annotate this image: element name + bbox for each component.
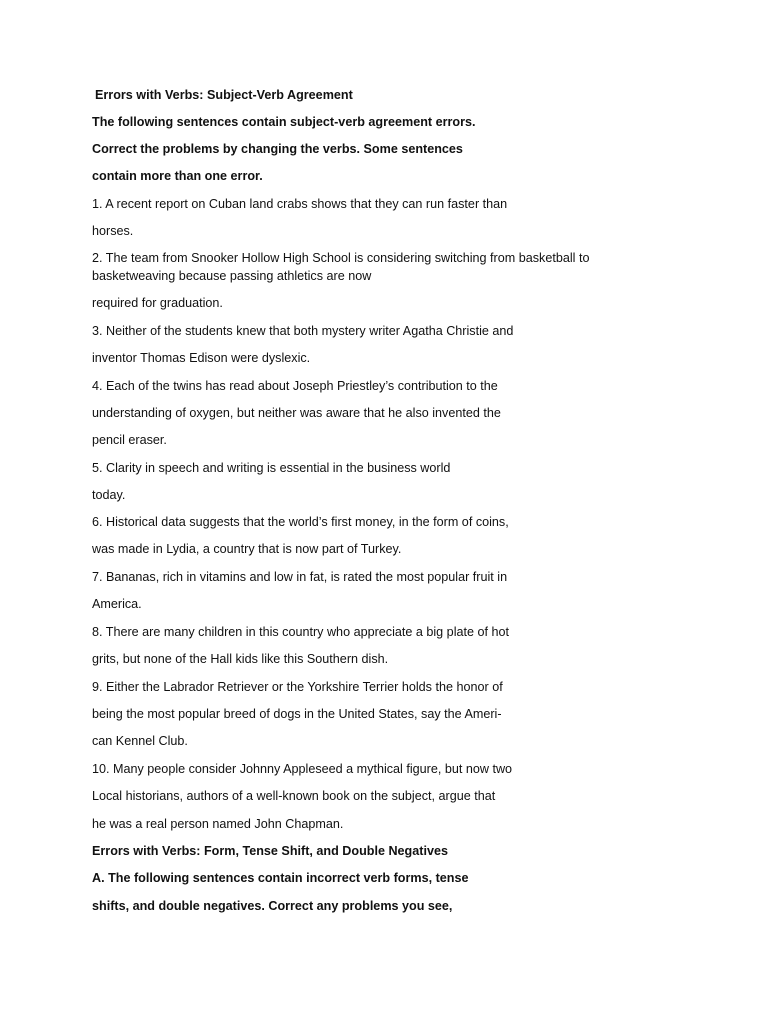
exercise-line: can Kennel Club. xyxy=(92,734,188,748)
exercise-line: horses. xyxy=(92,224,134,238)
exercise-line: was made in Lydia, a country that is now part of Turkey. xyxy=(92,542,402,556)
exercise-line: 7. Bananas, rich in vitamins and low in fat, is rated the most popular fruit in xyxy=(92,570,508,584)
exercise-line: 4. Each of the twins has read about Joseph Priestley’s contribution to the xyxy=(92,379,498,393)
document-title: Errors with Verbs: Subject-Verb Agreement xyxy=(95,88,353,102)
exercise-line: grits, but none of the Hall kids like this Southern dish. xyxy=(92,652,389,666)
instruction-line: shifts, and double negatives. Correct any problems you see, xyxy=(92,899,453,913)
exercise-line: being the most popular breed of dogs in the United States, say the Ameri- xyxy=(92,707,502,721)
exercise-line: understanding of oxygen, but neither was aware that he also invented the xyxy=(92,406,501,420)
instruction-line: A. The following sentences contain incorrect verb forms, tense xyxy=(92,871,469,885)
exercise-line: 6. Historical data suggests that the world’s first money, in the form of coins, xyxy=(92,515,509,529)
exercise-line: basketweaving because passing athletics are now xyxy=(92,269,372,283)
exercise-line: he was a real person named John Chapman. xyxy=(92,817,344,831)
exercise-line: 9. Either the Labrador Retriever or the Yorkshire Terrier holds the honor of xyxy=(92,680,503,694)
exercise-line: 3. Neither of the students knew that both mystery writer Agatha Christie and xyxy=(92,324,514,338)
instruction-line: contain more than one error. xyxy=(92,169,263,183)
exercise-line: required for graduation. xyxy=(92,296,223,310)
instruction-line: Correct the problems by changing the verbs. Some sentences xyxy=(92,142,463,156)
instruction-line: The following sentences contain subject-verb agreement errors. xyxy=(92,115,476,129)
exercise-line: today. xyxy=(92,488,126,502)
exercise-line: 5. Clarity in speech and writing is essential in the business world xyxy=(92,461,451,475)
exercise-line: pencil eraser. xyxy=(92,433,167,447)
exercise-line: Local historians, authors of a well-known book on the subject, argue that xyxy=(92,789,496,803)
exercise-line: America. xyxy=(92,597,142,611)
exercise-line: 2. The team from Snooker Hollow High School is considering switching from basketball to xyxy=(92,251,590,265)
exercise-line: 8. There are many children in this country who appreciate a big plate of hot xyxy=(92,625,510,639)
section-heading: Errors with Verbs: Form, Tense Shift, and Double Negatives xyxy=(92,844,448,858)
exercise-line: 10. Many people consider Johnny Appleseed a mythical figure, but now two xyxy=(92,762,513,776)
exercise-line: 1. A recent report on Cuban land crabs shows that they can run faster than xyxy=(92,197,508,211)
exercise-line: inventor Thomas Edison were dyslexic. xyxy=(92,351,311,365)
